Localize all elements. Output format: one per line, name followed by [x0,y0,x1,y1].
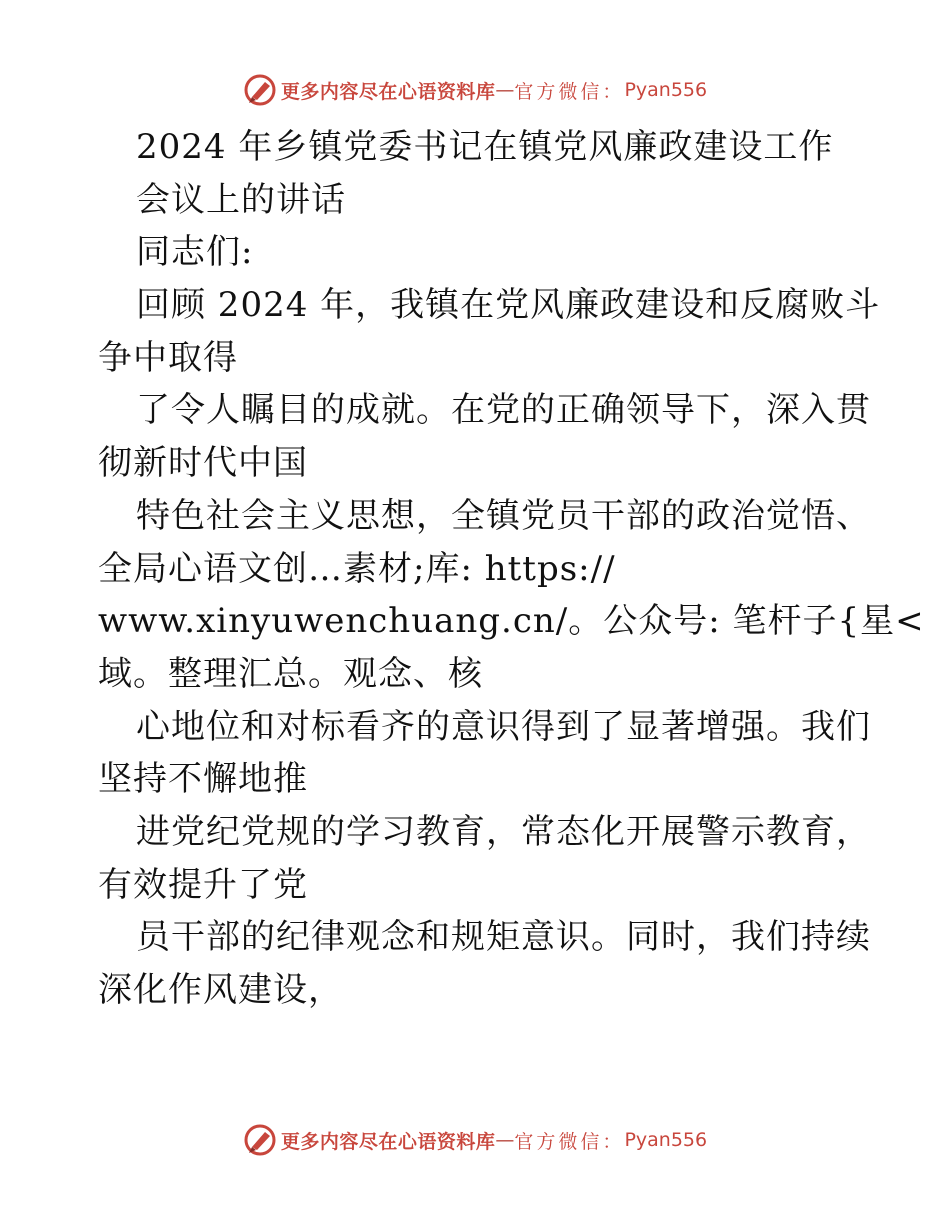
banner-wechat-id: Pyan556 [624,79,708,101]
text-line: 争中取得 [98,337,238,378]
text-line: 有效提升了党 [98,864,308,905]
text-line: 全局心语文创…素材;库: https:// [98,548,616,589]
text-line: 域。整理汇总。观念、核 [98,653,483,694]
pen-nib-logo-icon [243,1123,279,1157]
text-line: 同志们: [136,232,254,273]
text-line: 心地位和对标看齐的意识得到了显著增强。我们 [136,706,871,747]
banner-dash: — [495,79,515,101]
document-body [98,121,925,1017]
banner-text: 更多内容尽在心语资料库 [280,80,496,103]
banner-wechat-label: 官方微信： [514,80,625,103]
text-line: 进党纪党规的学习教育，常态化开展警示教育， [136,811,871,852]
text-line: www.xinyuwenchuang.cn/。公众号: 笔杆子{星< [98,601,925,642]
text-line: 彻新时代中国 [98,443,308,484]
banner-dash: — [495,1129,515,1151]
text-line: 会议上的讲话 [136,179,346,220]
text-line: 了令人瞩目的成就。在党的正确领导下，深入贯 [136,390,871,431]
text-line: 深化作风建设， [98,970,343,1010]
pen-nib-logo-icon [243,73,279,107]
header-banner [0,70,950,110]
text-line: 2024 年乡镇党委书记在镇党风廉政建设工作 [136,127,834,167]
text-line: 回顾 2024 年，我镇在党风廉政建设和反腐败斗 [136,285,881,326]
banner-wechat-id: Pyan556 [624,1129,708,1151]
text-line: 特色社会主义思想，全镇党员干部的政治觉悟、 [136,495,871,536]
text-line: 员干部的纪律观念和规矩意识。同时，我们持续 [136,917,871,958]
text-line: 坚持不懈地推 [98,759,308,800]
banner-text: 更多内容尽在心语资料库 [280,1130,496,1153]
banner-wechat-label: 官方微信： [514,1130,625,1153]
footer-banner [0,1120,950,1160]
